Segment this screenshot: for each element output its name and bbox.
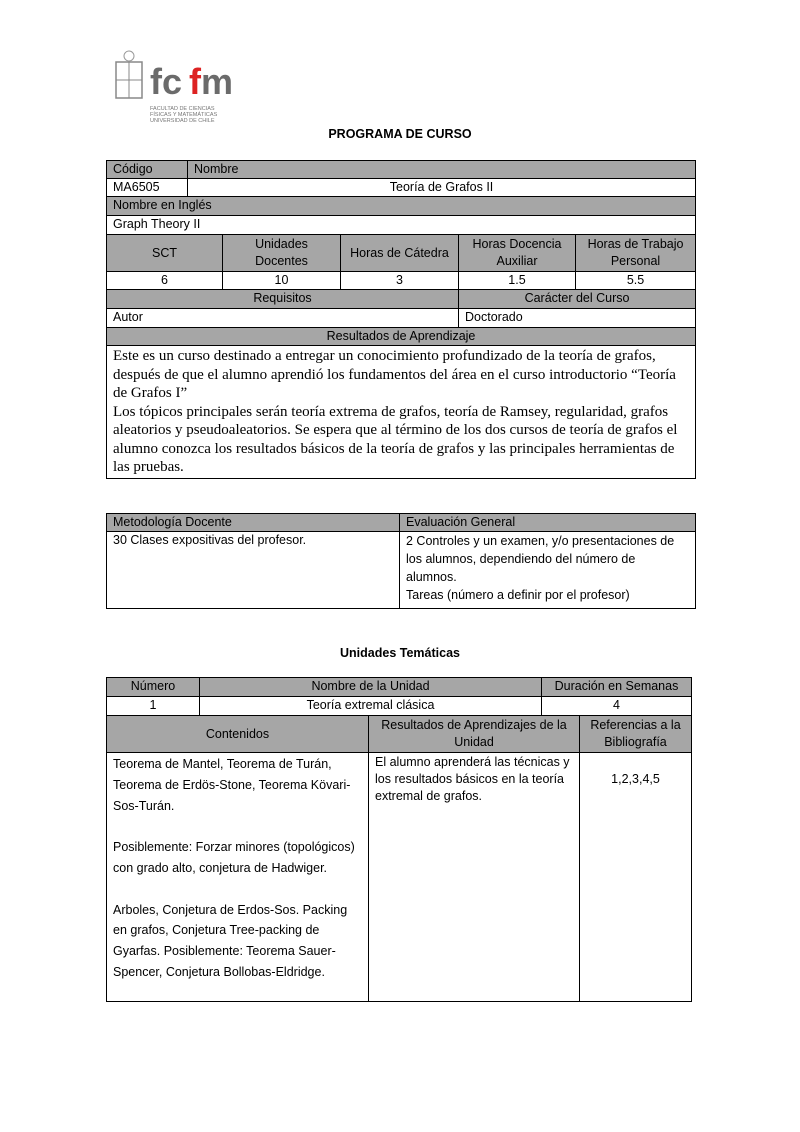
svg-text:FACULTAD DE CIENCIAS: FACULTAD DE CIENCIAS — [150, 106, 215, 112]
unit-duration: 4 — [542, 697, 692, 716]
credit-value: 5.5 — [576, 272, 696, 290]
course-info-table — [106, 160, 696, 479]
method-text: 30 Clases expositivas del profesor. — [107, 532, 400, 609]
content-paragraph: Posiblemente: Forzar minores (topológicos) con grado alto, conjetura de Hadwiger. — [113, 840, 355, 875]
credit-header: Horas de Trabajo Personal — [576, 235, 696, 272]
results-label: Resultados de Aprendizaje — [107, 328, 696, 346]
code-label: Código — [107, 161, 188, 179]
unit-contents — [107, 753, 369, 1002]
eval-label: Evaluación General — [400, 514, 696, 532]
unit-results-label: Resultados de Aprendizajes de la Unidad — [369, 716, 580, 753]
content-paragraph: Teorema de Mantel, Teorema de Turán, Teorema de Erdös-Stone, Teorema Kövari-Sos-Turán. — [113, 757, 351, 813]
method-label: Metodología Docente — [107, 514, 400, 532]
credit-header: Horas Docencia Auxiliar — [459, 235, 576, 272]
requisitos-label: Requisitos — [107, 290, 459, 309]
course-code: MA6505 — [107, 179, 188, 197]
credit-value: 6 — [107, 272, 223, 290]
unit-name: Teoría extremal clásica — [200, 697, 542, 716]
credit-header: SCT — [107, 235, 223, 272]
eval-text: 2 Controles y un examen, y/o presentaciones de los alumnos, dependiendo del número de alumnos. Tareas (número a definir por el profesor) — [400, 532, 696, 609]
course-name: Teoría de Grafos II — [188, 179, 696, 197]
credit-header: Unidades Docentes — [223, 235, 341, 272]
fcfm-logo — [112, 48, 242, 128]
results-text: Este es un curso destinado a entregar un conocimiento profundizado de la teoría de grafos, después de que el alumno aprendió los fundamentos del área en el curso introductorio “Teoría de Grafos I” Los tópicos principales serán teoría extrema de grafos, teoría de Ramsey, regularidad, grafos aleatorios y pseudoaleatorios. Se espera que al término de los dos cursos de teoría de grafos el alumno conozca los resultados básicos de la teoría de grafos y las principales herramientas de las pruebas. — [107, 346, 696, 479]
units-title: Unidades Temáticas — [340, 646, 460, 660]
page-title: PROGRAMA DE CURSO — [328, 127, 472, 141]
methodology-table — [106, 513, 696, 609]
svg-text:f: f — [189, 61, 201, 102]
caracter-label: Carácter del Curso — [459, 290, 696, 309]
svg-text:UNIVERSIDAD DE CHILE: UNIVERSIDAD DE CHILE — [150, 118, 215, 124]
credit-value: 1.5 — [459, 272, 576, 290]
english-name: Graph Theory II — [107, 216, 696, 235]
units-table — [106, 677, 692, 1002]
unit-name-label: Nombre de la Unidad — [200, 678, 542, 697]
refs-label: Referencias a la Bibliografía — [580, 716, 692, 753]
number-label: Número — [107, 678, 200, 697]
credit-header: Horas de Cátedra — [341, 235, 459, 272]
credit-value: 10 — [223, 272, 341, 290]
duration-label: Duración en Semanas — [542, 678, 692, 697]
caracter-value: Doctorado — [459, 309, 696, 328]
svg-text:fc: fc — [150, 61, 183, 102]
svg-text:FÍSICAS Y MATEMÁTICAS: FÍSICAS Y MATEMÁTICAS — [150, 112, 218, 118]
english-label: Nombre en Inglés — [107, 197, 696, 216]
unit-number: 1 — [107, 697, 200, 716]
unit-refs: 1,2,3,4,5 — [580, 753, 692, 1002]
svg-text:m: m — [201, 61, 234, 102]
university-crest-icon — [112, 48, 242, 128]
content-paragraph: Arboles, Conjetura de Erdos-Sos. Packing en grafos, Conjetura Tree-packing de Gyarfas. Posiblemente: Teorema Sauer-Spencer, Conjetura Bollobas-Eldridge. — [113, 902, 348, 979]
requisitos-value: Autor — [107, 309, 459, 328]
contents-label: Contenidos — [107, 716, 369, 753]
credit-value: 3 — [341, 272, 459, 290]
unit-results: El alumno aprenderá las técnicas y los resultados básicos en la teoría extremal de grafos. — [369, 753, 580, 1002]
name-label: Nombre — [188, 161, 696, 179]
